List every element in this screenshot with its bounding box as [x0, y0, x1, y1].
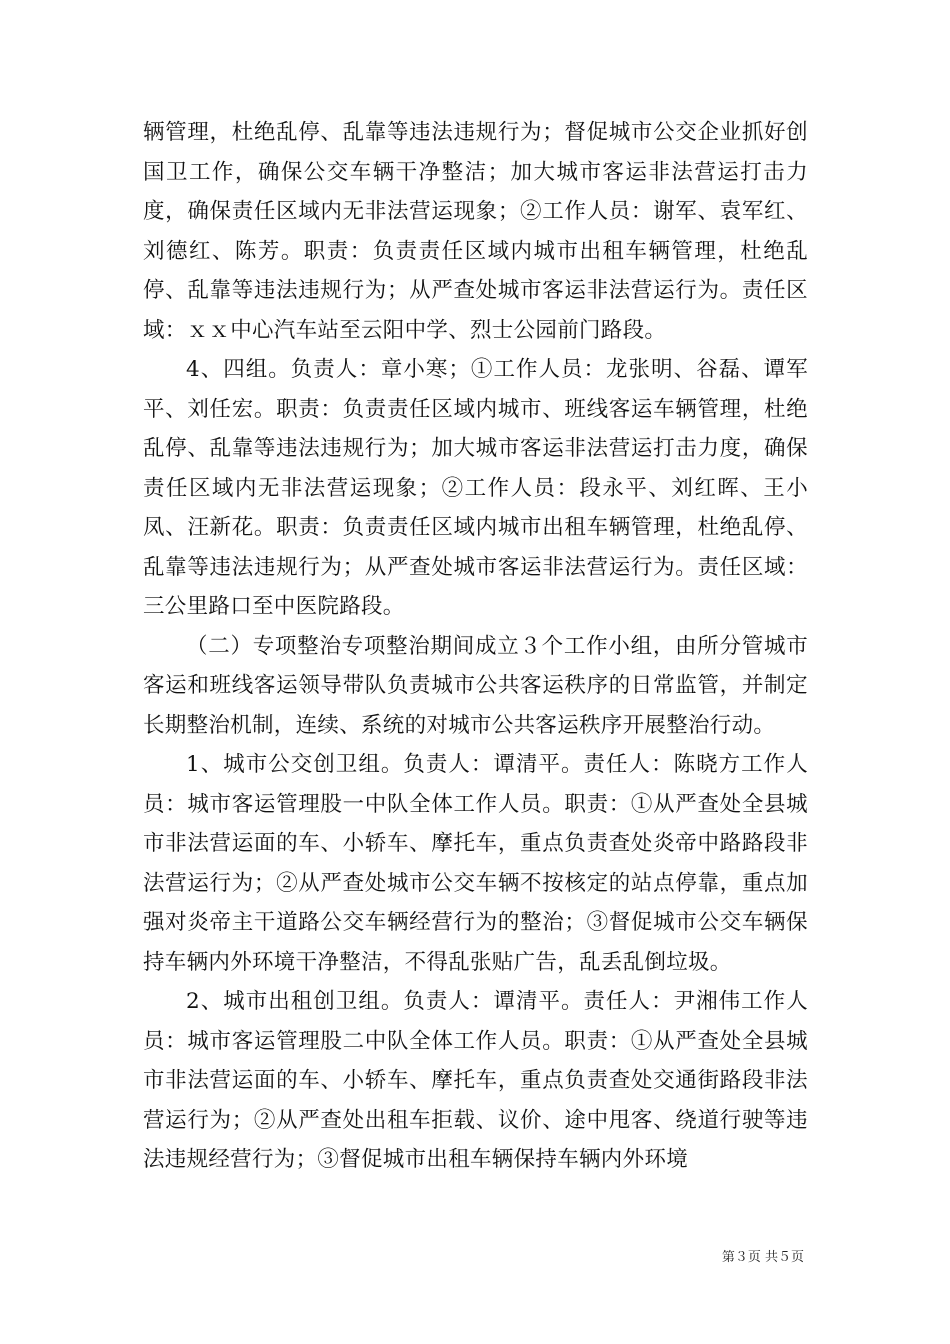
paragraph-taxi-team: 2、城市出租创卫组。负责人：谭清平。责任人：尹湘伟工作人员：城市客运管理股二中队全体工作人员。职责：①从严查处全县城市非法营运面的车、小轿车、摩托车，重点负责查处交通街路段非法营运行为；②从严查处出租车拒载、议价、途中甩客、绕道行驶等违法违规经营行为；③督促城市出租车辆保持车辆内外环境: [143, 989, 808, 1172]
page-number-footer: 第３页 共５页: [721, 1250, 804, 1265]
paragraph-bus-team: 1、城市公交创卫组。负责人：谭清平。责任人：陈晓方工作人员：城市客运管理股一中队全体工作人员。职责：①从严查处全县城市非法营运面的车、小轿车、摩托车，重点负责查处炎帝中路路段非法营运行为；②从严查处城市公交车辆不按核定的站点停靠，重点加强对炎帝主干道路公交车辆经营行为的整治；③督促城市公交车辆保持车辆内外环境干净整洁，不得乱张贴广告，乱丢乱倒垃圾。: [143, 752, 808, 975]
paragraph-continuation: 辆管理，杜绝乱停、乱靠等违法违规行为；督促城市公交企业抓好创国卫工作，确保公交车辆干净整洁；加大城市客运非法营运打击力度，确保责任区域内无非法营运现象；②工作人员：谢军、袁军红、刘德红、陈芳。职责：负责责任区域内城市出租车辆管理，杜绝乱停、乱靠等违法违规行为；从严查处城市客运非法营运行为。责任区域：ｘｘ中心汽车站至云阳中学、烈士公园前门路段。: [143, 120, 808, 343]
paragraph-special-rectification: （二）专项整治专项整治期间成立３个工作小组，由所分管城市客运和班线客运领导带队负责城市公共客运秩序的日常监管，并制定长期整治机制，连续、系统的对城市公共客运秩序开展整治行动。: [143, 633, 808, 738]
paragraph-group-four: 4、四组。负责人：章小寒；①工作人员：龙张明、谷磊、谭军平、刘任宏。职责：负责责任区域内城市、班线客运车辆管理，杜绝乱停、乱靠等违法违规行为；加大城市客运非法营运打击力度，确保责任区域内无非法营运现象；②工作人员：段永平、刘红晖、王小凤、汪新花。职责：负责责任区域内城市出租车辆管理，杜绝乱停、乱靠等违法违规行为；从严查处城市客运非法营运行为。责任区域：三公里路口至中医院路段。: [143, 357, 808, 619]
document-body: [143, 113, 808, 1180]
